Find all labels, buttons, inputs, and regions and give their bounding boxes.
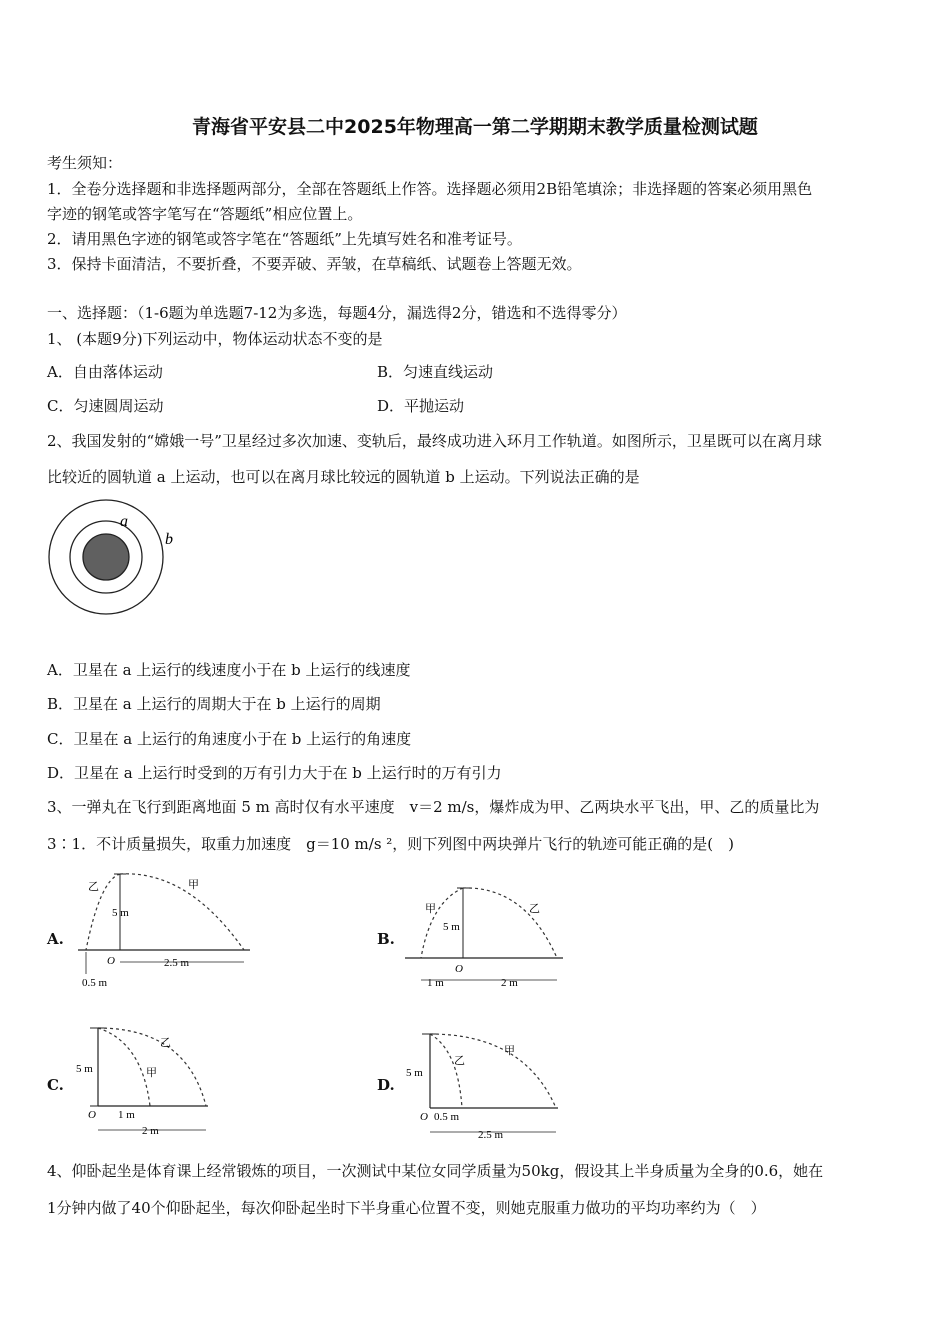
q4-stem: 1分钟内做了40个仰卧起坐，每次仰卧起坐时下半身重心位置不变，则她克服重力做功的平均功率约为（ ）: [47, 1199, 766, 1217]
q1-option-d: D．平抛运动: [377, 397, 465, 415]
q3d-origin: O: [420, 1111, 428, 1123]
q2-option-a: A．卫星在 a 上运行的线速度小于在 b 上运行的线速度: [47, 661, 411, 679]
q3-figure-a: [78, 866, 258, 992]
q3c-d2: 2 m: [142, 1125, 159, 1137]
q3a-height: 5 m: [112, 907, 129, 919]
q3c-origin: O: [88, 1109, 96, 1121]
q3a-yi: 乙: [88, 881, 99, 893]
q3a-d2: 2.5 m: [164, 957, 190, 969]
q2-option-c: C．卫星在 a 上运行的角速度小于在 b 上运行的角速度: [47, 730, 412, 748]
q3c-d1: 1 m: [118, 1109, 135, 1121]
q2-option-d: D．卫星在 a 上运行时受到的万有引力大于在 b 上运行时的万有引力: [47, 764, 502, 782]
notice-item: 字迹的钢笔或答字笔写在“答题纸”相应位置上。: [47, 205, 363, 223]
q3b-d1: 1 m: [427, 977, 444, 989]
q3d-yi: 乙: [454, 1055, 465, 1067]
notice-item: 1．全卷分选择题和非选择题两部分，全部在答题纸上作答。选择题必须用2B铅笔填涂；非选择题的答案必须用黑色: [47, 180, 813, 198]
q1-option-c: C．匀速圆周运动: [47, 397, 164, 415]
q3d-d2: 2.5 m: [478, 1129, 504, 1141]
orbit-a-label: a: [120, 513, 128, 530]
q1-stem: 1、 (本题9分)下列运动中，物体运动状态不变的是: [47, 330, 383, 348]
q4-stem: 4、仰卧起坐是体育课上经常锻炼的项目，一次测试中某位女同学质量为50kg，假设其上半身质量为全身的0.6，她在: [47, 1162, 824, 1180]
q3-figure-b: [405, 882, 570, 992]
q3d-height: 5 m: [406, 1067, 423, 1079]
q3-label-b: B.: [377, 930, 395, 948]
orbit-b-label: b: [165, 531, 173, 548]
q1-option-b: B．匀速直线运动: [377, 363, 494, 381]
q3b-height: 5 m: [443, 921, 460, 933]
q3-figure-d: [404, 1030, 564, 1142]
q3d-jia: 甲: [504, 1045, 515, 1057]
q3-stem: 3∶1．不计质量损失，取重力加速度 g＝10 m/s ²，则下列图中两块弹片飞行的轨迹可能正确的是( ): [47, 835, 735, 853]
q3b-yi: 乙: [529, 903, 540, 915]
q3-label-a: A.: [47, 930, 64, 948]
orbit-figure: [44, 498, 184, 618]
q3b-origin: O: [455, 963, 463, 975]
page-title: 青海省平安县二中2025年物理高一第二学期期末教学质量检测试题: [192, 116, 758, 138]
q3c-height: 5 m: [76, 1063, 93, 1075]
q3a-jia: 甲: [188, 879, 199, 891]
q1-option-a: A．自由落体运动: [47, 363, 163, 381]
moon: [83, 534, 129, 580]
q3c-jia: 甲: [146, 1067, 157, 1079]
notice-heading: 考生须知：: [47, 154, 123, 172]
q3-figure-c: [76, 1022, 216, 1140]
q3d-d1: 0.5 m: [434, 1111, 460, 1123]
q2-stem: 比较近的圆轨道 a 上运动，也可以在离月球比较远的圆轨道 b 上运动。下列说法正确的是: [47, 468, 640, 486]
notice-item: 2．请用黑色字迹的钢笔或答字笔在“答题纸”上先填写姓名和准考证号。: [47, 230, 522, 248]
q2-option-b: B．卫星在 a 上运行的周期大于在 b 上运行的周期: [47, 695, 381, 713]
q2-stem: 2、我国发射的“嫦娥一号”卫星经过多次加速、变轨后，最终成功进入环月工作轨道。如图所示，卫星既可以在离月球: [47, 432, 822, 450]
section-heading: 一、选择题：（1-6题为单选题7-12为多选，每题4分，漏选得2分，错选和不选得零分）: [47, 304, 627, 322]
q3a-origin: O: [107, 955, 115, 967]
q3a-d1: 0.5 m: [82, 977, 108, 989]
q3b-d2: 2 m: [501, 977, 518, 989]
q3b-jia: 甲: [425, 903, 436, 915]
q3-label-d: D.: [377, 1076, 395, 1094]
q3-stem: 3、一弹丸在飞行到距离地面 5 m 高时仅有水平速度 v＝2 m/s，爆炸成为甲、乙两块水平飞出，甲、乙的质量比为: [47, 798, 820, 816]
q3c-yi: 乙: [160, 1037, 171, 1049]
notice-item: 3．保持卡面清洁，不要折叠，不要弄破、弄皱，在草稿纸、试题卷上答题无效。: [47, 255, 582, 273]
q3-label-c: C.: [47, 1076, 64, 1094]
